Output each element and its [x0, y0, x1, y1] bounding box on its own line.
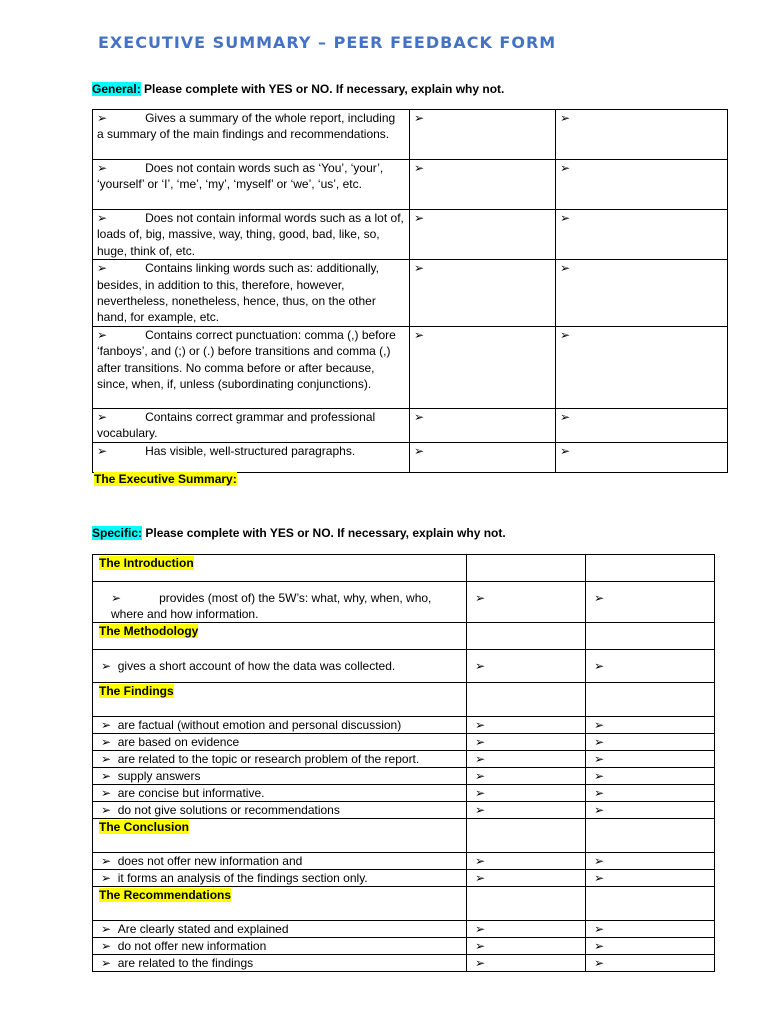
general-label: General: [92, 82, 141, 96]
criterion-text: are related to the topic or research problem of the report. [117, 752, 420, 766]
criterion-cell [93, 717, 467, 734]
response-cell-2[interactable] [556, 260, 728, 327]
criterion-cell [93, 582, 467, 623]
table-row [93, 768, 715, 785]
arrow-bullet-icon: ➢ [475, 752, 486, 766]
response-cell-1[interactable] [467, 887, 586, 921]
response-cell-2[interactable] [586, 870, 715, 887]
response-cell-2[interactable] [586, 650, 715, 683]
arrow-bullet-icon: ➢ [594, 591, 605, 605]
arrow-bullet-icon: ➢ [475, 769, 486, 783]
criterion-cell [93, 802, 467, 819]
criterion-text: Does not contain informal words such as a lot of, loads of, big, massive, way, thing, good, bad, like, so, huge, think of, etc. [97, 211, 404, 258]
criterion-text: do not give solutions or recommendations [117, 803, 340, 817]
response-cell-2[interactable] [586, 582, 715, 623]
arrow-bullet-icon: ➢ [97, 211, 108, 225]
arrow-bullet-icon: ➢ [101, 871, 112, 885]
criterion-cell [93, 785, 467, 802]
arrow-bullet-icon: ➢ [475, 786, 486, 800]
response-cell-1[interactable] [467, 650, 586, 683]
response-cell-2[interactable] [586, 768, 715, 785]
arrow-bullet-icon: ➢ [414, 111, 425, 125]
arrow-bullet-icon: ➢ [475, 854, 486, 868]
arrow-bullet-icon: ➢ [594, 871, 605, 885]
section-heading: The Conclusion [93, 819, 467, 853]
criterion-cell [93, 870, 467, 887]
response-cell-1[interactable] [467, 683, 586, 717]
arrow-bullet-icon: ➢ [111, 591, 122, 605]
response-cell-1[interactable] [410, 442, 556, 472]
response-cell-2[interactable] [586, 683, 715, 717]
response-cell-1[interactable] [467, 555, 586, 582]
response-cell-2[interactable] [586, 751, 715, 768]
criterion-cell [93, 768, 467, 785]
arrow-bullet-icon: ➢ [475, 659, 486, 673]
specific-label: Specific: [92, 526, 143, 540]
response-cell-1[interactable] [467, 802, 586, 819]
arrow-bullet-icon: ➢ [594, 854, 605, 868]
arrow-bullet-icon: ➢ [414, 261, 425, 276]
criterion-cell [93, 260, 410, 327]
criterion-text: are concise but informative. [117, 786, 265, 800]
criterion-cell [93, 160, 410, 210]
table-row [93, 110, 728, 160]
response-cell-2[interactable] [586, 955, 715, 972]
table-row [93, 938, 715, 955]
arrow-bullet-icon: ➢ [560, 443, 571, 458]
criterion-text: Contains correct grammar and professional vocabulary. [97, 409, 376, 441]
response-cell-1[interactable] [467, 768, 586, 785]
criterion-text: Does not contain words such as ‘You’, ‘your’, ‘yourself’ or ‘I’, ‘me’, ‘my’, ‘myself’ or ‘we’, ‘us’, etc. [97, 161, 384, 192]
response-cell-1[interactable] [467, 717, 586, 734]
criterion-text: Has visible, well-structured paragraphs. [145, 443, 356, 458]
arrow-bullet-icon: ➢ [97, 327, 108, 342]
response-cell-2[interactable] [586, 921, 715, 938]
criterion-cell [93, 110, 410, 160]
response-cell-1[interactable] [467, 819, 586, 853]
arrow-bullet-icon: ➢ [594, 786, 605, 800]
response-cell-2[interactable] [556, 160, 728, 210]
response-cell-2[interactable] [586, 887, 715, 921]
arrow-bullet-icon: ➢ [101, 718, 112, 732]
section-heading: The Recommendations [93, 887, 467, 921]
arrow-bullet-icon: ➢ [594, 659, 605, 673]
table-row [93, 408, 728, 442]
response-cell-1[interactable] [410, 408, 556, 442]
arrow-bullet-icon: ➢ [560, 261, 571, 276]
table-row [93, 802, 715, 819]
criterion-cell [93, 751, 467, 768]
arrow-bullet-icon: ➢ [101, 752, 112, 766]
table-row [93, 442, 728, 472]
response-cell-1[interactable] [467, 785, 586, 802]
arrow-bullet-icon: ➢ [475, 939, 486, 953]
arrow-bullet-icon: ➢ [594, 752, 605, 766]
general-instructions [92, 82, 504, 96]
criterion-text: it forms an analysis of the findings section only. [117, 871, 368, 885]
general-checklist-table [92, 109, 728, 473]
table-row [93, 751, 715, 768]
response-cell-2[interactable] [586, 802, 715, 819]
response-cell-2[interactable] [586, 623, 715, 650]
arrow-bullet-icon: ➢ [101, 854, 112, 868]
criterion-text: Contains correct punctuation: comma (,) before ‘fanboys’, and (;) or (.) before transitions and comma (,) after transitions. No comma before or after because, since, when, if, unless (subordinating conjunctions). [97, 327, 396, 392]
criterion-text: provides (most of) the 5W’s: what, why, when, who, where and how information. [111, 591, 432, 621]
criterion-cell [93, 408, 410, 442]
criterion-cell [93, 921, 467, 938]
criterion-cell [93, 650, 467, 683]
arrow-bullet-icon: ➢ [475, 871, 486, 885]
response-cell-1[interactable] [467, 734, 586, 751]
arrow-bullet-icon: ➢ [475, 735, 486, 749]
arrow-bullet-icon: ➢ [475, 956, 486, 970]
criterion-text: does not offer new information and [117, 854, 303, 868]
response-cell-1[interactable] [467, 582, 586, 623]
table-row [93, 260, 728, 327]
response-cell-2[interactable] [586, 717, 715, 734]
arrow-bullet-icon: ➢ [101, 939, 112, 953]
criterion-text: supply answers [117, 769, 201, 783]
criterion-text: are related to the findings [117, 956, 254, 970]
arrow-bullet-icon: ➢ [97, 111, 108, 125]
response-cell-2[interactable] [556, 408, 728, 442]
arrow-bullet-icon: ➢ [594, 718, 605, 732]
arrow-bullet-icon: ➢ [101, 735, 112, 749]
arrow-bullet-icon: ➢ [97, 261, 108, 276]
table-row [93, 955, 715, 972]
arrow-bullet-icon: ➢ [594, 769, 605, 783]
page-title: EXECUTIVE SUMMARY – PEER FEEDBACK FORM [98, 33, 557, 52]
arrow-bullet-icon: ➢ [594, 922, 605, 936]
arrow-bullet-icon: ➢ [101, 803, 112, 817]
arrow-bullet-icon: ➢ [475, 803, 486, 817]
response-cell-2[interactable] [586, 555, 715, 582]
response-cell-2[interactable] [586, 785, 715, 802]
criterion-text: are based on evidence [117, 735, 240, 749]
table-row [93, 853, 715, 870]
criterion-text: Are clearly stated and explained [117, 922, 289, 936]
response-cell-1[interactable] [467, 870, 586, 887]
criterion-text: Gives a summary of the whole report, including a summary of the main findings and recommendations. [97, 111, 396, 142]
table-row [93, 717, 715, 734]
table-row [93, 582, 715, 623]
general-instruction-text: Please complete with YES or NO. If necessary, explain why not. [140, 82, 505, 96]
table-row [93, 734, 715, 751]
response-cell-2[interactable] [586, 819, 715, 853]
arrow-bullet-icon: ➢ [97, 443, 108, 458]
table-row [93, 870, 715, 887]
section-heading-row [93, 555, 715, 582]
response-cell-1[interactable] [467, 751, 586, 768]
arrow-bullet-icon: ➢ [475, 591, 486, 605]
arrow-bullet-icon: ➢ [560, 161, 571, 175]
arrow-bullet-icon: ➢ [414, 443, 425, 458]
arrow-bullet-icon: ➢ [414, 211, 425, 225]
arrow-bullet-icon: ➢ [97, 409, 108, 424]
table-row [93, 650, 715, 683]
arrow-bullet-icon: ➢ [594, 956, 605, 970]
arrow-bullet-icon: ➢ [560, 327, 571, 342]
arrow-bullet-icon: ➢ [475, 922, 486, 936]
response-cell-1[interactable] [467, 623, 586, 650]
arrow-bullet-icon: ➢ [594, 735, 605, 749]
arrow-bullet-icon: ➢ [560, 211, 571, 225]
section-heading-row [93, 623, 715, 650]
specific-checklist-table [92, 554, 715, 972]
response-cell-2[interactable] [556, 110, 728, 160]
response-cell-1[interactable] [410, 160, 556, 210]
arrow-bullet-icon: ➢ [97, 161, 108, 175]
response-cell-2[interactable] [586, 938, 715, 955]
criterion-cell [93, 955, 467, 972]
response-cell-2[interactable] [586, 853, 715, 870]
response-cell-1[interactable] [467, 921, 586, 938]
section-heading: The Methodology [93, 623, 467, 650]
criterion-cell [93, 326, 410, 408]
criterion-cell [93, 210, 410, 260]
arrow-bullet-icon: ➢ [414, 327, 425, 342]
section-heading: The Findings [93, 683, 467, 717]
response-cell-1[interactable] [467, 955, 586, 972]
response-cell-1[interactable] [410, 260, 556, 327]
response-cell-2[interactable] [586, 734, 715, 751]
arrow-bullet-icon: ➢ [594, 939, 605, 953]
arrow-bullet-icon: ➢ [414, 409, 425, 424]
arrow-bullet-icon: ➢ [414, 161, 425, 175]
table-row [93, 785, 715, 802]
response-cell-2[interactable] [556, 442, 728, 472]
response-cell-2[interactable] [556, 210, 728, 260]
criterion-text: do not offer new information [117, 939, 267, 953]
criterion-cell [93, 734, 467, 751]
arrow-bullet-icon: ➢ [475, 718, 486, 732]
table-row [93, 210, 728, 260]
specific-instruction-text: Please complete with YES or NO. If necessary, explain why not. [142, 526, 506, 540]
table-row [93, 160, 728, 210]
response-cell-1[interactable] [467, 938, 586, 955]
criterion-text: Contains linking words such as: additionally, besides, in addition to this, therefore, however, nevertheless, nonetheless, hence, thus, on the other hand, for example, etc. [97, 261, 379, 325]
criterion-cell [93, 853, 467, 870]
section-heading-row [93, 683, 715, 717]
section-heading-row [93, 887, 715, 921]
response-cell-1[interactable] [467, 853, 586, 870]
section-heading-row [93, 819, 715, 853]
arrow-bullet-icon: ➢ [101, 786, 112, 800]
criterion-cell [93, 442, 410, 472]
response-cell-1[interactable] [410, 210, 556, 260]
table-row [93, 921, 715, 938]
section-heading: The Introduction [93, 555, 467, 582]
response-cell-1[interactable] [410, 110, 556, 160]
arrow-bullet-icon: ➢ [560, 409, 571, 424]
table-row [93, 326, 728, 408]
criterion-cell [93, 938, 467, 955]
arrow-bullet-icon: ➢ [560, 111, 571, 125]
response-cell-2[interactable] [556, 326, 728, 408]
response-cell-1[interactable] [410, 326, 556, 408]
criterion-text: gives a short account of how the data was collected. [117, 659, 396, 673]
arrow-bullet-icon: ➢ [594, 803, 605, 817]
specific-instructions [92, 526, 506, 540]
executive-summary-label: The Executive Summary: [94, 472, 237, 486]
arrow-bullet-icon: ➢ [101, 769, 112, 783]
arrow-bullet-icon: ➢ [101, 659, 112, 673]
arrow-bullet-icon: ➢ [101, 922, 112, 936]
criterion-text: are factual (without emotion and personal discussion) [117, 718, 402, 732]
arrow-bullet-icon: ➢ [101, 956, 112, 970]
